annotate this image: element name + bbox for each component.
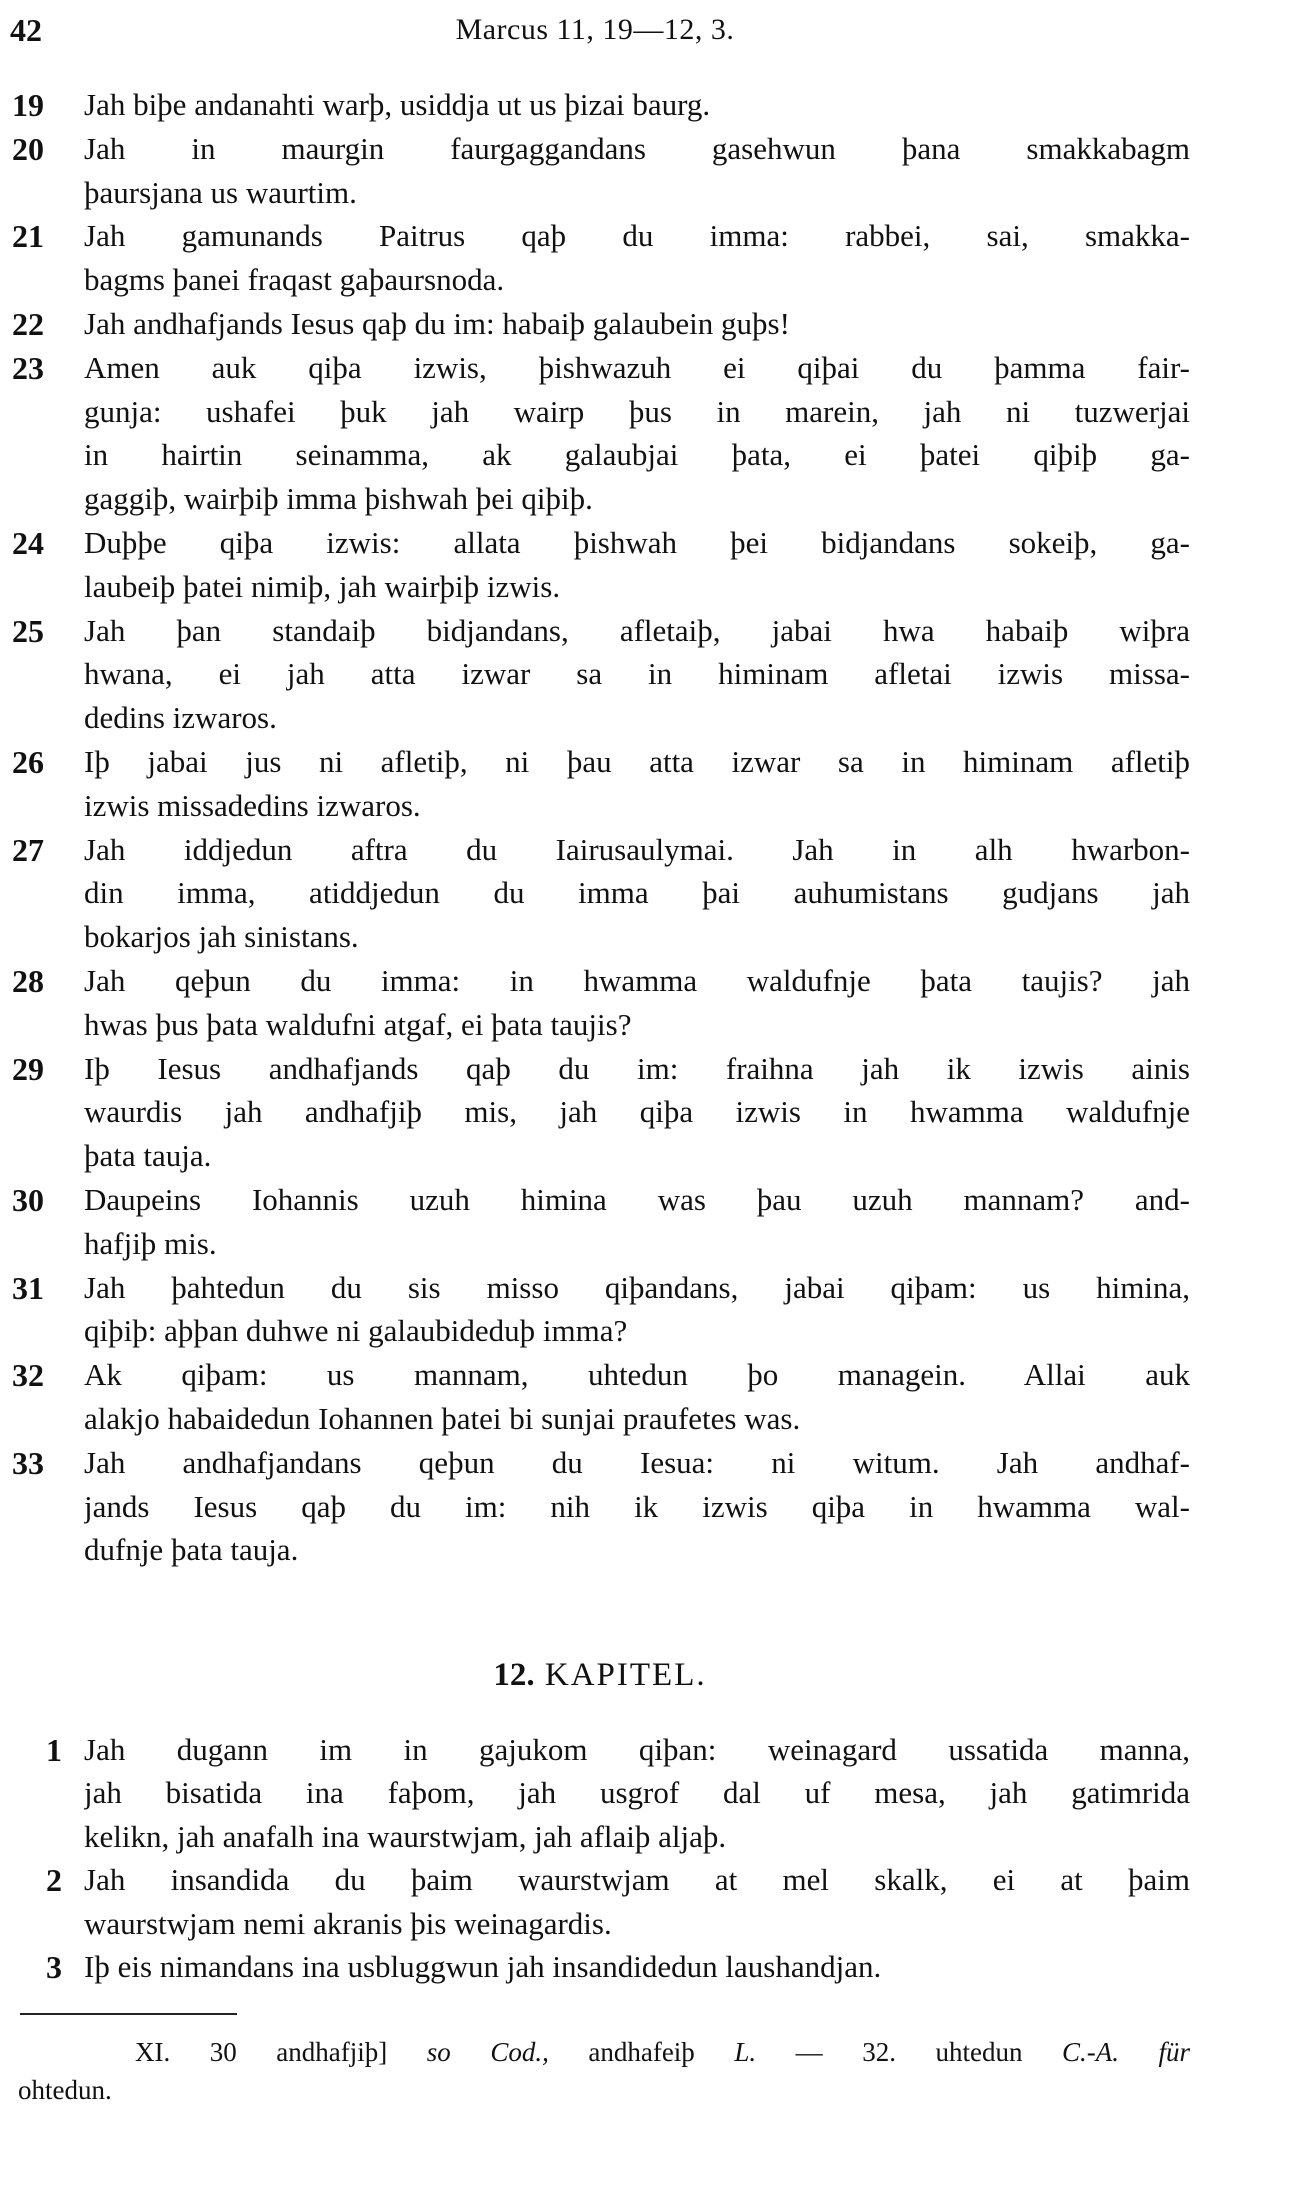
verse-line: hwana, ei jah atta izwar sa in himinam afletai izwis missa- — [84, 656, 1190, 692]
verse-line: þaursjana us waurtim. — [84, 174, 357, 210]
chapter-label: KAPITEL. — [544, 1657, 707, 1693]
verse-line: Jah þan standaiþ bidjandans, afletaiþ, jabai hwa habaiþ wiþra — [84, 612, 1190, 648]
verse-number: 32 — [12, 1357, 44, 1394]
verse-line: din imma, atiddjedun du imma þai auhumistans gudjans jah — [84, 875, 1190, 911]
footnote-dash: — — [795, 2037, 823, 2067]
verse-number: 24 — [12, 525, 44, 561]
page-number: 42 — [10, 12, 42, 48]
verse-line: Jah biþe andanahti warþ, usiddja ut us þizai baurg. — [84, 87, 711, 122]
verse-line: laubeiþ þatei nimiþ, jah wairþiþ izwis. — [84, 568, 561, 604]
verse-number: 1 — [46, 1732, 62, 1768]
verse-line: gaggiþ, wairþiþ imma þishwah þei qiþiþ. — [84, 481, 593, 517]
footnote-lemma: andhafjiþ] — [276, 2037, 388, 2067]
footnote-rule — [20, 2013, 237, 2015]
verse-line: in hairtin seinamma, ak galaubjai þata, ei þatei qiþiþ ga- — [84, 437, 1190, 473]
verse-number: 28 — [12, 963, 44, 999]
verse-line: þata tauja. — [84, 1138, 212, 1174]
verse-line: izwis missadedins izwaros. — [84, 787, 421, 823]
verse-line: Jah qeþun du imma: in hwamma waldufnje þata taujis? jah — [84, 963, 1190, 998]
verse-line: Iþ Iesus andhafjands qaþ du im: fraihna jah ik izwis ainis — [84, 1050, 1190, 1086]
verse-line: jah bisatida ina faþom, jah usgrof dal uf mesa, jah gatimrida — [84, 1775, 1190, 1811]
verse-line: dufnje þata tauja. — [84, 1532, 299, 1568]
verse-line: Jah in maurgin faurgaggandans gasehwun þana smakkabagm — [84, 130, 1190, 166]
verse-line: kelikn, jah anafalh ina waurstwjam, jah aflaiþ aljaþ. — [84, 1818, 727, 1854]
verse-line: Iþ eis nimandans ina usbluggwun jah insandidedun laushandjan. — [84, 1949, 882, 1984]
verse-number: 29 — [12, 1050, 44, 1087]
verse-number: 19 — [12, 87, 44, 123]
footnote-source: so Cod., — [426, 2037, 549, 2067]
footnote-source: C.-A. — [1061, 2037, 1119, 2067]
verse-number: 21 — [12, 218, 44, 255]
verse-line: hafjiþ mis. — [84, 1225, 217, 1261]
verse-line: bokarjos jah sinistans. — [84, 919, 359, 955]
verse-number: 26 — [12, 744, 44, 780]
verse-line: qiþiþ: aþþan duhwe ni galaubideduþ imma? — [84, 1313, 628, 1349]
running-head: Marcus 11, 19—12, 3. — [455, 13, 735, 46]
verse-number: 3 — [46, 1949, 62, 1985]
verse-line: Jah andhafjandans qeþun du Iesua: ni witum. Jah andhaf- — [84, 1444, 1190, 1480]
verse-number: 27 — [12, 831, 44, 868]
chapter-heading — [380, 1654, 820, 1696]
footnote-ref: XI. 30 — [135, 2037, 237, 2067]
verse-number: 23 — [12, 349, 44, 386]
chapter-number: 12. — [493, 1657, 535, 1693]
footnote-variant: andhafeiþ — [588, 2037, 695, 2067]
verse-line: gunja: ushafei þuk jah wairp þus in marein, jah ni tuzwerjai — [84, 393, 1190, 429]
footnote-ref: 32. uhtedun — [862, 2037, 1023, 2067]
verse-line: Duþþe qiþa izwis: allata þishwah þei bidjandans sokeiþ, ga- — [84, 525, 1190, 560]
verse-line: Jah gamunands Paitrus qaþ du imma: rabbei, sai, smakka- — [84, 218, 1190, 254]
verse-line: waurstwjam nemi akranis þis weinagardis. — [84, 1905, 612, 1941]
verse-number: 22 — [12, 306, 44, 342]
verse-line: Jah iddjedun aftra du Iairusaulymai. Jah in alh hwarbon- — [84, 831, 1190, 867]
verse-line: Daupeins Iohannis uzuh himina was þau uzuh mannam? and- — [84, 1182, 1190, 1217]
verse-line: Iþ jabai jus ni afletiþ, ni þau atta izwar sa in himinam afletiþ — [84, 744, 1190, 779]
verse-line: hwas þus þata waldufni atgaf, ei þata taujis? — [84, 1006, 632, 1042]
verse-number: 30 — [12, 1182, 44, 1218]
verse-line: Ak qiþam: us mannam, uhtedun þo managein. Allai auk — [84, 1357, 1190, 1393]
verse-line: Jah dugann im in gajukom qiþan: weinagard ussatida manna, — [84, 1732, 1190, 1767]
verse-line: alakjo habaidedun Iohannen þatei bi sunjai praufetes was. — [84, 1401, 801, 1436]
verse-line: bagms þanei fraqast gaþaursnoda. — [84, 262, 505, 298]
verse-line: Jah andhafjands Iesus qaþ du im: habaiþ galaubein guþs! — [84, 306, 790, 341]
verse-number: 2 — [46, 1862, 62, 1899]
footnote-line — [135, 2034, 1190, 2070]
verse-number: 31 — [12, 1269, 44, 1306]
verse-line: Amen auk qiþa izwis, þishwazuh ei qiþai du þamma fair- — [84, 349, 1190, 385]
verse-line: waurdis jah andhafjiþ mis, jah qiþa izwis in hwamma waldufnje — [84, 1094, 1190, 1130]
verse-line: jands Iesus qaþ du im: nih ik izwis qiþa in hwamma wal- — [84, 1488, 1190, 1524]
verse-line: dedins izwaros. — [84, 700, 277, 736]
verse-number: 33 — [12, 1444, 44, 1481]
verse-number: 20 — [12, 130, 44, 167]
verse-number: 25 — [12, 612, 44, 649]
footnote-continuation: ohtedun. — [18, 2075, 112, 2105]
verse-line: Jah þahtedun du sis misso qiþandans, jabai qiþam: us himina, — [84, 1269, 1190, 1305]
verse-line: Jah insandida du þaim waurstwjam at mel skalk, ei at þaim — [84, 1862, 1190, 1898]
footnote-source: L. — [734, 2037, 757, 2067]
footnote-word: für — [1158, 2037, 1191, 2067]
